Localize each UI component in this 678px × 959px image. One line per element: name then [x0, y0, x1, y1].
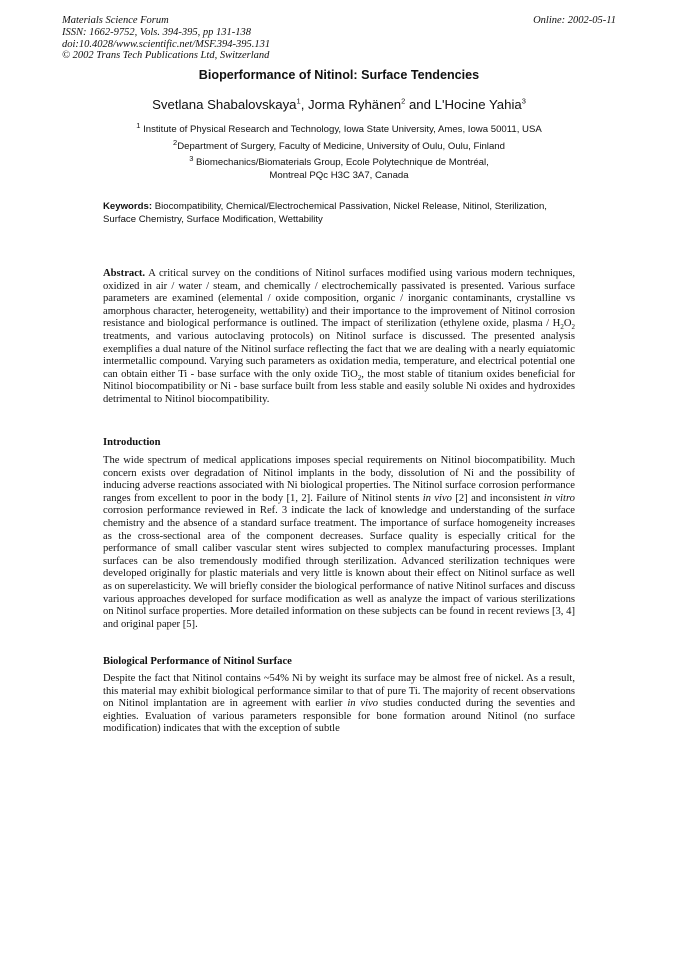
journal-name: Materials Science Forum	[62, 15, 169, 26]
italic-term: in vitro	[543, 492, 575, 504]
online-date: Online: 2002-05-11	[533, 15, 616, 26]
journal-header	[62, 15, 270, 62]
author-3-affil-mark: 3	[521, 96, 526, 106]
italic-term: in vivo	[347, 698, 379, 710]
introduction-paragraph	[103, 455, 575, 631]
body-text: Despite the fact that Nitinol contains ~54% Ni by weight its surface may be almost free of nickel. As a result, this material may exhibit biological performance similar to that of pure Ti. The majority of recent observations on Nitinol implantation are in agreement with earlier	[103, 673, 575, 710]
affiliation-2-text: Department of Surgery, Faculty of Medicine, University of Oulu, Oulu, Finland	[177, 141, 505, 152]
biological-paragraph	[103, 673, 575, 736]
doi-line: doi:10.4028/www.scientific.net/MSF.394-395.131	[62, 38, 271, 50]
affiliation-3-line1: Biomechanics/Biomaterials Group, Ecole Polytechnique de Montréal,	[196, 157, 489, 168]
issn-line: ISSN: 1662-9752, Vols. 394-395, pp 131-138	[62, 26, 251, 38]
affiliation-3-line2: Montreal PQc H3C 3A7, Canada	[269, 170, 409, 181]
abstract-text: A critical survey on the conditions of Nitinol surfaces modified using various modern techniques, oxidized in air / water / steam, and chemically / electrochemically passivated is presented. Various surface parameters are examined (elemental / oxide composition, organic / inorganic contaminants, crystalline vs amorphous character, heterogeneity, wettability) and their importance to the improvement of Nitinol corrosion resistance and biological performance is outlined. The impact of sterilization (ethylene oxide, plasma / H	[103, 268, 575, 330]
author-2-affil-mark: 2	[401, 96, 406, 106]
affiliation-1-text: Institute of Physical Research and Technology, Iowa State University, Ames, Iowa 50011, USA	[143, 124, 542, 135]
affiliation-3-mark: 3	[189, 153, 194, 163]
copyright-line: © 2002 Trans Tech Publications Ltd, Switzerland	[62, 50, 270, 62]
body-text: studies conducted during the seventies and eighties. Evaluation of various parameters responsible for bone formation around Nitinol (no surface modification) indicates that with the exception of subtle	[103, 698, 575, 735]
abstract-text: O	[563, 318, 572, 330]
author-1: Svetlana Shabalovskaya	[152, 97, 297, 112]
author-separator: and	[405, 97, 435, 112]
body-text: The wide spectrum of medical applications imposes special requirements on Nitinol biocompatibility. Much concern exists over degradation of Nitinol implants in the body, dissolution of Ni and the possibility of inducing adverse reactions associated with Ni biological properties. The Nitinol surface corrosion performance ranges from excellent to poor in the body [1, 2]. Failure of Nitinol stents	[103, 455, 575, 504]
subscript: 2	[560, 323, 564, 332]
section-heading-biological-performance: Biological Performance of Nitinol Surface	[103, 656, 292, 667]
keywords	[103, 201, 575, 226]
body-text: [2] and inconsistent	[451, 492, 544, 504]
abstract-label: Abstract.	[103, 268, 146, 279]
affiliation-2	[0, 137, 678, 152]
abstract-text: , the most stable of titanium oxides beneficial for Nitinol biocompatibility or Ni - base surface built from less stable and easily soluble Ni oxides and hydroxides detrimental to Nitinol biocompatibility.	[103, 368, 576, 405]
author-separator: ,	[300, 97, 309, 112]
author-2: Jorma Ryhänen	[308, 97, 402, 112]
paper-title: Bioperformance of Nitinol: Surface Tendencies	[198, 68, 480, 82]
subscript: 2	[357, 373, 362, 382]
author-list	[0, 97, 678, 112]
subscript: 2	[571, 323, 575, 332]
keywords-text: Biocompatibility, Chemical/Electrochemical Passivation, Nickel Release, Nitinol, Sterilization, Surface Chemistry, Surface Modification, Wettability	[103, 201, 547, 225]
italic-term: in vivo	[422, 492, 452, 504]
abstract-text: treatments, and various autoclaving protocols) on Nitinol surface is discussed. The presented analysis exemplifies a dual nature of the Nitinol surface reflecting the fact that we are dealing with a nearly equiatomic intermetallic compound. Varying such parameters as oxidation media, temperature, and electrical potential one can obtain either Ti - base surface with the only oxide TiO	[103, 330, 575, 380]
section-heading-introduction: Introduction	[103, 437, 161, 448]
affiliation-1-mark: 1	[136, 120, 141, 130]
keywords-label: Keywords:	[103, 201, 153, 212]
author-1-affil-mark: 1	[296, 96, 301, 106]
abstract-paragraph	[103, 268, 575, 407]
affiliation-2-mark: 2	[173, 137, 178, 147]
affiliation-1	[0, 120, 678, 135]
affiliation-3	[0, 153, 678, 168]
body-text: corrosion performance reviewed in Ref. 3 indicate the lack of knowledge and understanding of the surface chemistry and the absence of a standard surface treatment. The importance of surface homogeneity increases as the cross-sectional area of the component decreases. Surface quality is especially critical for the performance of small caliber vascular stent wires subjected to complex manufacturing processes. Implant surfaces can be also tremendously modified through sterilization. Advanced sterilization techniques were developed originally for plastic materials and very little is known about their effect on Nitinol surface as well as on superelasticity. We will briefly consider the biological performance of native Nitinol surfaces and discuss various approaches developed for surface modification as well as analyze the impact of various sterilizations on Nitinol surface properties. More detailed information on these subjects can be found in recent reviews [3, 4] and original paper [5].	[103, 505, 575, 630]
author-3: L'Hocine Yahia	[434, 97, 522, 112]
